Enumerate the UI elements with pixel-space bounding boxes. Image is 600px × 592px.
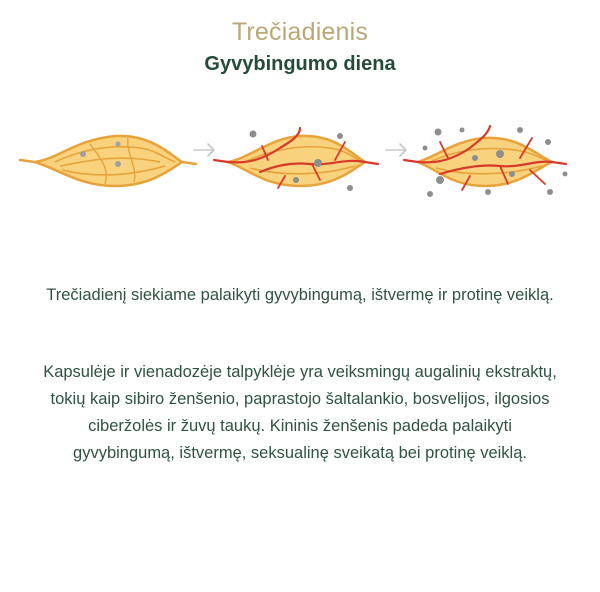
theme-title: Gyvybingumo diena (204, 53, 396, 75)
arrow-icon (386, 144, 406, 156)
muscle-illustration (0, 118, 600, 208)
intro-paragraph: Trečiadienį siekiame palaikyti gyvybingumą, ištvermę ir protinę veiklą. (46, 286, 554, 304)
day-title: Trečiadienis (231, 18, 369, 46)
muscle-fiber-stage-3 (404, 126, 568, 197)
muscle-fiber-stage-1 (20, 136, 196, 186)
muscle-fiber-stage-2 (214, 128, 378, 191)
arrow-icon (194, 144, 214, 156)
ingredients-paragraph: Kapsulėje ir vienadozėje talpyklėje yra veiksmingų augalinių ekstraktų, tokių kaip sibiro ženšenio, paprastojo šaltalankio, bosvelijos, ilgosios ciberžolės ir žuvų taukų. Kininis ženšenis padeda palaikyti gyvybingumą, ištvermę, seksualinę sveikatą bei protinę veiklą. (43, 363, 557, 462)
